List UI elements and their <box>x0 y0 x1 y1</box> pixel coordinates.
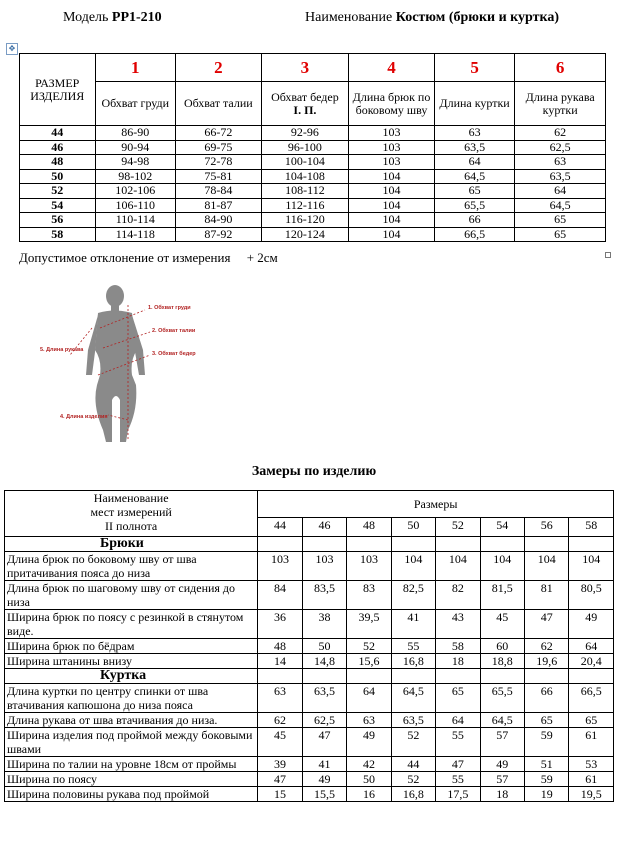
measurement-value: 47 <box>258 772 302 787</box>
col-number: 6 <box>515 54 606 82</box>
measurement-value: 62 <box>258 713 302 728</box>
value-cell: 100-104 <box>261 155 349 170</box>
measurement-value: 65 <box>569 713 614 728</box>
value-cell: 62 <box>515 126 606 141</box>
measurement-value: 15,6 <box>347 654 391 669</box>
body-measurement-figure <box>40 280 370 445</box>
measurement-value: 39,5 <box>347 610 391 639</box>
measurement-value: 81 <box>525 581 569 610</box>
measurement-value: 57 <box>480 772 524 787</box>
measurement-value: 20,4 <box>569 654 614 669</box>
measurement-name: Ширина брюк по поясу с резинкой в стянутом виде. <box>5 610 258 639</box>
figure-label-2: 2. Обхват талии <box>152 328 196 334</box>
measurement-value: 63 <box>258 684 302 713</box>
measurement-value: 64,5 <box>480 713 524 728</box>
value-cell: 102-106 <box>95 184 176 199</box>
measurement-name: Ширина половины рукава под проймой <box>5 787 258 802</box>
measurement-value: 64 <box>569 639 614 654</box>
table-row <box>5 639 614 654</box>
table-move-handle-icon[interactable]: ✥ <box>6 43 18 55</box>
measurement-value: 41 <box>302 757 346 772</box>
measurement-value: 61 <box>569 728 614 757</box>
measurement-value: 44 <box>391 757 435 772</box>
value-cell: 104 <box>349 184 435 199</box>
figure-label-3: 3. Обхват бедер <box>152 351 196 357</box>
measurement-name: Длина куртки по центру спинки от шва втачивания капюшона до низа пояса <box>5 684 258 713</box>
value-cell: 65 <box>515 213 606 228</box>
measurement-value: 52 <box>391 728 435 757</box>
measurement-value: 15 <box>258 787 302 802</box>
measurement-value: 103 <box>302 552 346 581</box>
measurement-value: 66,5 <box>569 684 614 713</box>
table-row <box>5 654 614 669</box>
measurement-value: 81,5 <box>480 581 524 610</box>
table-row <box>5 757 614 772</box>
size-header: РАЗМЕР ИЗДЕЛИЯ <box>20 54 96 126</box>
table-resize-handle-icon[interactable] <box>605 252 611 258</box>
measurement-value: 82 <box>436 581 480 610</box>
measurement-value: 104 <box>391 552 435 581</box>
section-row <box>5 669 614 684</box>
measurement-value: 16,8 <box>391 654 435 669</box>
empty-cell <box>436 537 480 552</box>
value-cell: 86-90 <box>95 126 176 141</box>
measurement-value: 45 <box>480 610 524 639</box>
value-cell: 84-90 <box>176 213 262 228</box>
col-label-trouser-length: Длина брюк по боковому шву <box>349 82 435 126</box>
tolerance-note: Допустимое отклонение от измерения + 2см <box>19 250 278 265</box>
value-cell: 103 <box>349 126 435 141</box>
value-cell: 65 <box>434 184 515 199</box>
measurement-value: 103 <box>347 552 391 581</box>
name-line <box>305 10 559 26</box>
empty-cell <box>347 669 391 684</box>
table-row <box>5 552 614 581</box>
measurement-value: 104 <box>525 552 569 581</box>
size-row <box>20 184 606 199</box>
value-cell: 62,5 <box>515 140 606 155</box>
value-cell: 63,5 <box>434 140 515 155</box>
size-row <box>20 169 606 184</box>
empty-cell <box>391 537 435 552</box>
measurement-value: 65 <box>525 713 569 728</box>
measurement-value: 55 <box>436 772 480 787</box>
value-cell: 90-94 <box>95 140 176 155</box>
measurement-value: 55 <box>436 728 480 757</box>
measurement-value: 47 <box>302 728 346 757</box>
size-cell: 58 <box>20 227 96 242</box>
value-cell: 81-87 <box>176 198 262 213</box>
empty-cell <box>436 669 480 684</box>
measurement-name: Длина брюк по шаговому шву от сидения до низа <box>5 581 258 610</box>
measurement-value: 63,5 <box>302 684 346 713</box>
size-header-cell: 58 <box>569 518 614 537</box>
empty-cell <box>480 537 524 552</box>
value-cell: 64,5 <box>515 198 606 213</box>
measurement-value: 48 <box>258 639 302 654</box>
size-header-cell: 46 <box>302 518 346 537</box>
measurement-value: 104 <box>436 552 480 581</box>
measurement-value: 64 <box>436 713 480 728</box>
measurement-value: 82,5 <box>391 581 435 610</box>
measurement-value: 59 <box>525 772 569 787</box>
empty-cell <box>480 669 524 684</box>
measurement-value: 59 <box>525 728 569 757</box>
value-cell: 96-100 <box>261 140 349 155</box>
figure-label-4: 4. Длина изделия <box>60 414 108 420</box>
value-cell: 66,5 <box>434 227 515 242</box>
name-header: Наименование мест измерений II полнота <box>5 491 258 537</box>
value-cell: 87-92 <box>176 227 262 242</box>
value-cell: 65 <box>515 227 606 242</box>
measurement-value: 49 <box>569 610 614 639</box>
measurement-value: 51 <box>525 757 569 772</box>
measurement-value: 104 <box>480 552 524 581</box>
size-row <box>20 198 606 213</box>
size-header-cell: 50 <box>391 518 435 537</box>
measurement-value: 17,5 <box>436 787 480 802</box>
measurement-value: 57 <box>480 728 524 757</box>
figure-label-5: 5. Длина рукава <box>40 347 84 353</box>
measurement-value: 50 <box>347 772 391 787</box>
col-label-waist: Обхват талии <box>176 82 262 126</box>
empty-cell <box>302 537 346 552</box>
measurement-name: Ширина брюк по бёдрам <box>5 639 258 654</box>
col-label-chest: Обхват груди <box>95 82 176 126</box>
value-cell: 106-110 <box>95 198 176 213</box>
col-label-hips: Обхват бедер I. П. <box>261 82 349 126</box>
tolerance-value: + 2см <box>246 250 278 265</box>
measurement-value: 49 <box>480 757 524 772</box>
value-cell: 103 <box>349 140 435 155</box>
size-table <box>19 53 606 242</box>
measurement-value: 45 <box>258 728 302 757</box>
measurement-value: 18,8 <box>480 654 524 669</box>
size-cell: 50 <box>20 169 96 184</box>
measurement-value: 16,8 <box>391 787 435 802</box>
measurement-value: 63 <box>347 713 391 728</box>
measurement-value: 84 <box>258 581 302 610</box>
measurement-name: Ширина изделия под проймой между боковыми швами <box>5 728 258 757</box>
value-cell: 104 <box>349 213 435 228</box>
model-line <box>63 10 162 26</box>
empty-cell <box>347 537 391 552</box>
col-number: 5 <box>434 54 515 82</box>
name-value: Костюм (брюки и куртка) <box>395 10 560 25</box>
col-label-jacket-length: Длина куртки <box>434 82 515 126</box>
measurement-value: 58 <box>436 639 480 654</box>
measurement-value: 65,5 <box>480 684 524 713</box>
measurement-value: 64,5 <box>391 684 435 713</box>
value-cell: 108-112 <box>261 184 349 199</box>
measurement-value: 83 <box>347 581 391 610</box>
value-cell: 64 <box>434 155 515 170</box>
measurement-value: 83,5 <box>302 581 346 610</box>
measurement-value: 52 <box>347 639 391 654</box>
col-number: 1 <box>95 54 176 82</box>
empty-cell <box>391 669 435 684</box>
table-row <box>5 728 614 757</box>
measurement-value: 43 <box>436 610 480 639</box>
measurement-value: 61 <box>569 772 614 787</box>
col-number: 3 <box>261 54 349 82</box>
value-cell: 104 <box>349 198 435 213</box>
measurement-value: 16 <box>347 787 391 802</box>
measurement-value: 39 <box>258 757 302 772</box>
value-cell: 104 <box>349 227 435 242</box>
value-cell: 94-98 <box>95 155 176 170</box>
value-cell: 66 <box>434 213 515 228</box>
empty-cell <box>569 669 614 684</box>
measurement-value: 49 <box>302 772 346 787</box>
measurement-value: 14 <box>258 654 302 669</box>
col-number: 2 <box>176 54 262 82</box>
value-cell: 116-120 <box>261 213 349 228</box>
value-cell: 64 <box>515 184 606 199</box>
measurement-value: 103 <box>258 552 302 581</box>
model-code: PP1-210 <box>111 10 162 25</box>
empty-cell <box>525 537 569 552</box>
product-table <box>4 490 614 802</box>
measurement-value: 64 <box>347 684 391 713</box>
size-header-cell: 52 <box>436 518 480 537</box>
value-cell: 69-75 <box>176 140 262 155</box>
size-row <box>20 213 606 228</box>
measurement-value: 47 <box>436 757 480 772</box>
value-cell: 110-114 <box>95 213 176 228</box>
empty-cell <box>569 537 614 552</box>
measurement-value: 50 <box>302 639 346 654</box>
model-label: Модель <box>63 10 109 25</box>
sizes-header: Размеры <box>258 491 614 518</box>
value-cell: 120-124 <box>261 227 349 242</box>
table-row <box>5 772 614 787</box>
measurement-value: 66 <box>525 684 569 713</box>
product-section-title: Замеры по изделию <box>251 464 377 479</box>
measurement-value: 14,8 <box>302 654 346 669</box>
value-cell: 64,5 <box>434 169 515 184</box>
table-row <box>5 684 614 713</box>
measurement-value: 15,5 <box>302 787 346 802</box>
measurement-value: 36 <box>258 610 302 639</box>
measurement-value: 49 <box>347 728 391 757</box>
measurement-value: 47 <box>525 610 569 639</box>
name-label: Наименование <box>305 10 393 25</box>
measurement-value: 65 <box>436 684 480 713</box>
value-cell: 65,5 <box>434 198 515 213</box>
section-title: Куртка <box>5 669 258 684</box>
value-cell: 103 <box>349 155 435 170</box>
size-row <box>20 227 606 242</box>
measurement-value: 62,5 <box>302 713 346 728</box>
empty-cell <box>258 669 302 684</box>
value-cell: 112-116 <box>261 198 349 213</box>
value-cell: 72-78 <box>176 155 262 170</box>
figure-label-1: 1. Обхват груди <box>148 305 191 311</box>
measurement-name: Ширина штанины внизу <box>5 654 258 669</box>
measurement-value: 55 <box>391 639 435 654</box>
table-row <box>5 713 614 728</box>
value-cell: 98-102 <box>95 169 176 184</box>
section-title: Брюки <box>5 537 258 552</box>
value-cell: 104 <box>349 169 435 184</box>
size-header-cell: 56 <box>525 518 569 537</box>
table-row <box>5 610 614 639</box>
size-row <box>20 126 606 141</box>
size-header-cell: 48 <box>347 518 391 537</box>
measurement-value: 19,5 <box>569 787 614 802</box>
empty-cell <box>525 669 569 684</box>
measurement-name: Ширина по талии на уровне 18см от проймы <box>5 757 258 772</box>
measurement-name: Длина рукава от шва втачивания до низа. <box>5 713 258 728</box>
measurement-value: 104 <box>569 552 614 581</box>
value-cell: 114-118 <box>95 227 176 242</box>
section-row <box>5 537 614 552</box>
size-row <box>20 140 606 155</box>
value-cell: 63,5 <box>515 169 606 184</box>
measurement-value: 42 <box>347 757 391 772</box>
size-cell: 48 <box>20 155 96 170</box>
value-cell: 104-108 <box>261 169 349 184</box>
size-cell: 44 <box>20 126 96 141</box>
empty-cell <box>302 669 346 684</box>
size-header-cell: 54 <box>480 518 524 537</box>
measurement-value: 63,5 <box>391 713 435 728</box>
col-number: 4 <box>349 54 435 82</box>
value-cell: 66-72 <box>176 126 262 141</box>
table-row <box>5 787 614 802</box>
empty-cell <box>258 537 302 552</box>
value-cell: 78-84 <box>176 184 262 199</box>
size-cell: 54 <box>20 198 96 213</box>
measurement-value: 38 <box>302 610 346 639</box>
size-cell: 46 <box>20 140 96 155</box>
size-header-cell: 44 <box>258 518 302 537</box>
size-cell: 56 <box>20 213 96 228</box>
measurement-value: 19 <box>525 787 569 802</box>
value-cell: 63 <box>434 126 515 141</box>
measurement-value: 19,6 <box>525 654 569 669</box>
measurement-value: 53 <box>569 757 614 772</box>
size-cell: 52 <box>20 184 96 199</box>
value-cell: 75-81 <box>176 169 262 184</box>
col-label-sleeve-length: Длина рукава куртки <box>515 82 606 126</box>
measurement-value: 18 <box>436 654 480 669</box>
measurement-value: 60 <box>480 639 524 654</box>
measurement-value: 41 <box>391 610 435 639</box>
measurement-value: 62 <box>525 639 569 654</box>
value-cell: 92-96 <box>261 126 349 141</box>
measurement-name: Длина брюк по боковому шву от шва притачивания пояса до низа <box>5 552 258 581</box>
measurement-value: 52 <box>391 772 435 787</box>
measurement-value: 80,5 <box>569 581 614 610</box>
value-cell: 63 <box>515 155 606 170</box>
size-row <box>20 155 606 170</box>
table-row <box>5 581 614 610</box>
measurement-name: Ширина по поясу <box>5 772 258 787</box>
measurement-value: 18 <box>480 787 524 802</box>
